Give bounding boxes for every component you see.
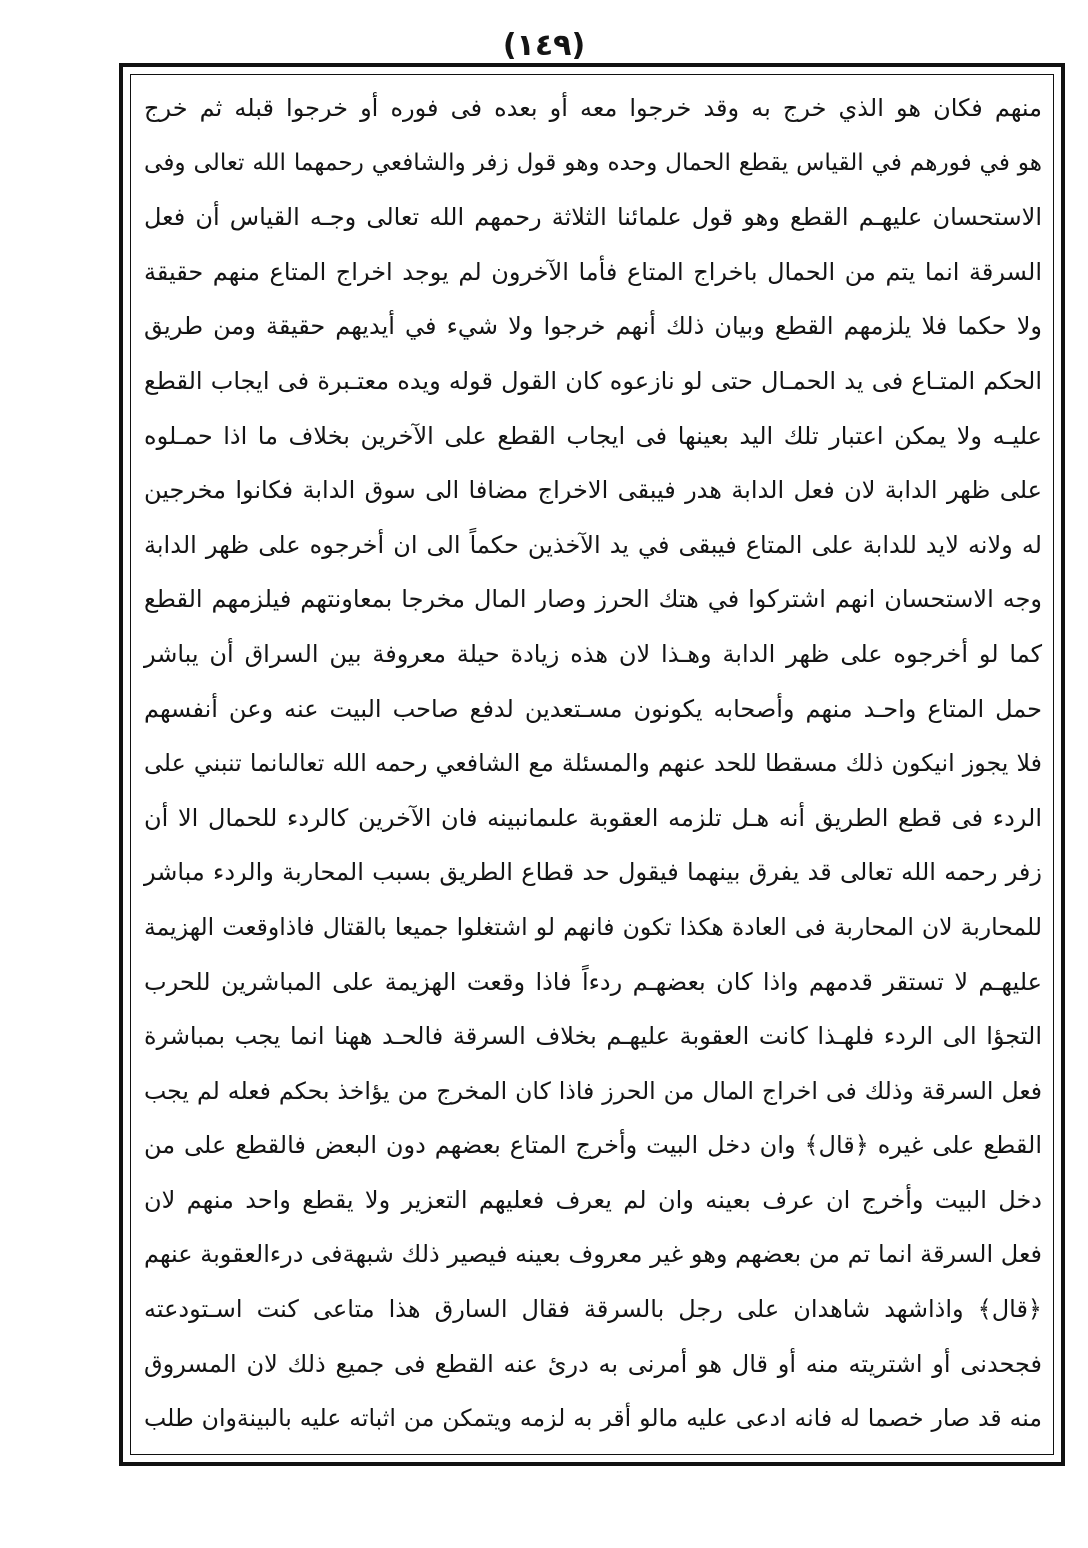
text-line [142, 409, 1042, 464]
text-line-content: حمل المتاع واحـد منهم وأصحابه يكونون مسـتعدين لدفع صاحب البيت عنه وعن أنفسهم [144, 694, 1042, 723]
text-line-content: الردء فى قطع الطريق أنه هـل تلزمه العقوبة علىمانبينه فان الآخرين كالردء للحمال الا أن [144, 803, 1042, 832]
text-line-content: دخل البيت وأخرج ان عرف بعينه وان لم يعرف فعليهم التعزير ولا يقطع واحد منهم لان [144, 1185, 1042, 1214]
text-line-content: هو في فورهم في القياس يقطع الحمال وحده وهو قول زفر والشافعي رحمهما الله تعالى وفى [144, 148, 1042, 176]
text-line [142, 845, 1042, 900]
text-line-content: الاستحسان عليهـم القطع وهو قول علمائنا الثلاثة رحمهم الله تعالى وجـه القياس أن فعل [144, 203, 1042, 232]
text-line [142, 299, 1042, 354]
text-line-content: زفر رحمه الله تعالى قد يفرق بينهما فيقول حد قطاع الطريق بسبب المحاربة والردء مباشر [144, 858, 1042, 887]
page-number: (١٤٩) [502, 28, 586, 63]
text-line-content: فجحدنى أو اشتريته منه أو قال هو أمرنى به درئ عنه القطع فى جميع ذلك لان المسروق [144, 1349, 1042, 1378]
text-line-content: القطع على غيره ﴿قال﴾ وان دخل البيت وأخرج المتاع بعضهم دون البعض فالقطع على من [144, 1131, 1042, 1160]
text-line [142, 1282, 1042, 1337]
text-line-content: عليـه ولا يمكن اعتبار تلك اليد بعينها فى ايجاب القطع على الآخرين بخلاف ما اذا حمـلوه [144, 421, 1042, 450]
text-line-content: التجؤا الى الردء فلهـذا كانت العقوبة عليهـم بخلاف السرقة فالحـد ههنا انما يجب بمباشرة [144, 1022, 1042, 1051]
text-line [142, 736, 1042, 791]
text-line [142, 1391, 1042, 1446]
text-line [142, 572, 1042, 627]
text-line-content: منه قد صار خصما له فانه ادعى عليه مالو أقر به لزمه ويتمكن من اثباته عليه بالبينةوان طلب [144, 1404, 1042, 1433]
text-line-content: على ظهر الدابة لان فعل الدابة هدر فيبقى الاخراج مضافا الى سوق الدابة فكانوا مخرجين [144, 476, 1042, 505]
text-line [142, 1064, 1042, 1119]
text-line [142, 136, 1042, 191]
text-line [142, 900, 1042, 955]
text-line-content: ولا حكما فلا يلزمهم القطع وبيان ذلك أنهم خرجوا ولا شيء في أيديهم حقيقة ومن طريق [144, 312, 1042, 341]
text-line [142, 1009, 1042, 1064]
text-body [142, 81, 1042, 1446]
text-line-content: عليهـم لا تستقر قدمهم واذا كان بعضهـم ردءاً فاذا وقعت الهزيمة على المباشرين للحرب [144, 967, 1042, 996]
text-line [142, 1173, 1042, 1228]
text-line [142, 1337, 1042, 1392]
text-line-content: له ولانه لايد للدابة على المتاع فيبقى في يد الآخذين حكماً الى ان أخرجوه على ظهر الدابة [144, 530, 1042, 559]
text-line [142, 245, 1042, 300]
text-line-content: للمحاربة لان المحاربة فى العادة هكذا تكون فانهم لو اشتغلوا جميعا بالقتال فاذاوقعت الهزيمة [144, 912, 1042, 941]
text-line [142, 682, 1042, 737]
text-line [142, 354, 1042, 409]
text-line [142, 791, 1042, 846]
text-line-content: الحكم المتـاع فى يد الحمـال حتى لو نازعوه كان القول قوله ويده معتـبرة فى ايجاب القطع [144, 366, 1042, 395]
text-line [142, 627, 1042, 682]
text-line-content: منهم فكان هو الذي خرج به وقد خرجوا معه أو بعده فى فوره أو خرجوا قبله ثم خرج [144, 94, 1042, 122]
text-line-content: فعل السرقة انما تم من بعضهم وهو غير معروف بعينه فيصير ذلك شبهةفى درءالعقوبة عنهم [144, 1240, 1042, 1269]
text-line-content: ﴿قال﴾ واذاشهد شاهدان على رجل بالسرقة فقال السارق هذا متاعى كنت اسـتودعته [144, 1295, 1042, 1324]
text-line [142, 81, 1042, 136]
text-line [142, 1227, 1042, 1282]
text-line [142, 518, 1042, 573]
text-line [142, 955, 1042, 1010]
text-line [142, 1118, 1042, 1173]
text-line [142, 190, 1042, 245]
text-line-content: وجه الاستحسان انهم اشتركوا في هتك الحرز وصار المال مخرجا بمعاونتهم فيلزمهم القطع [144, 585, 1042, 614]
text-line-content: فعل السرقة وذلك فى اخراج المال من الحرز فاذا كان المخرج من يؤاخذ بحكم فعله لم يجب [144, 1076, 1042, 1105]
text-line-content: فلا يجوز انيكون ذلك مسقطا للحد عنهم والمسئلة مع الشافعي رحمه الله تعالىانما تنبني على [144, 749, 1042, 778]
text-line [142, 463, 1042, 518]
text-line-content: السرقة انما يتم من الحمال باخراج المتاع فأما الآخرون لم يوجد اخراج المتاع منهم حقيقة [144, 257, 1042, 286]
text-line-content: كما لو أخرجوه على ظهر الدابة وهـذا لان هذه زيادة حيلة معروفة بين السراق أن يباشر [144, 639, 1042, 668]
